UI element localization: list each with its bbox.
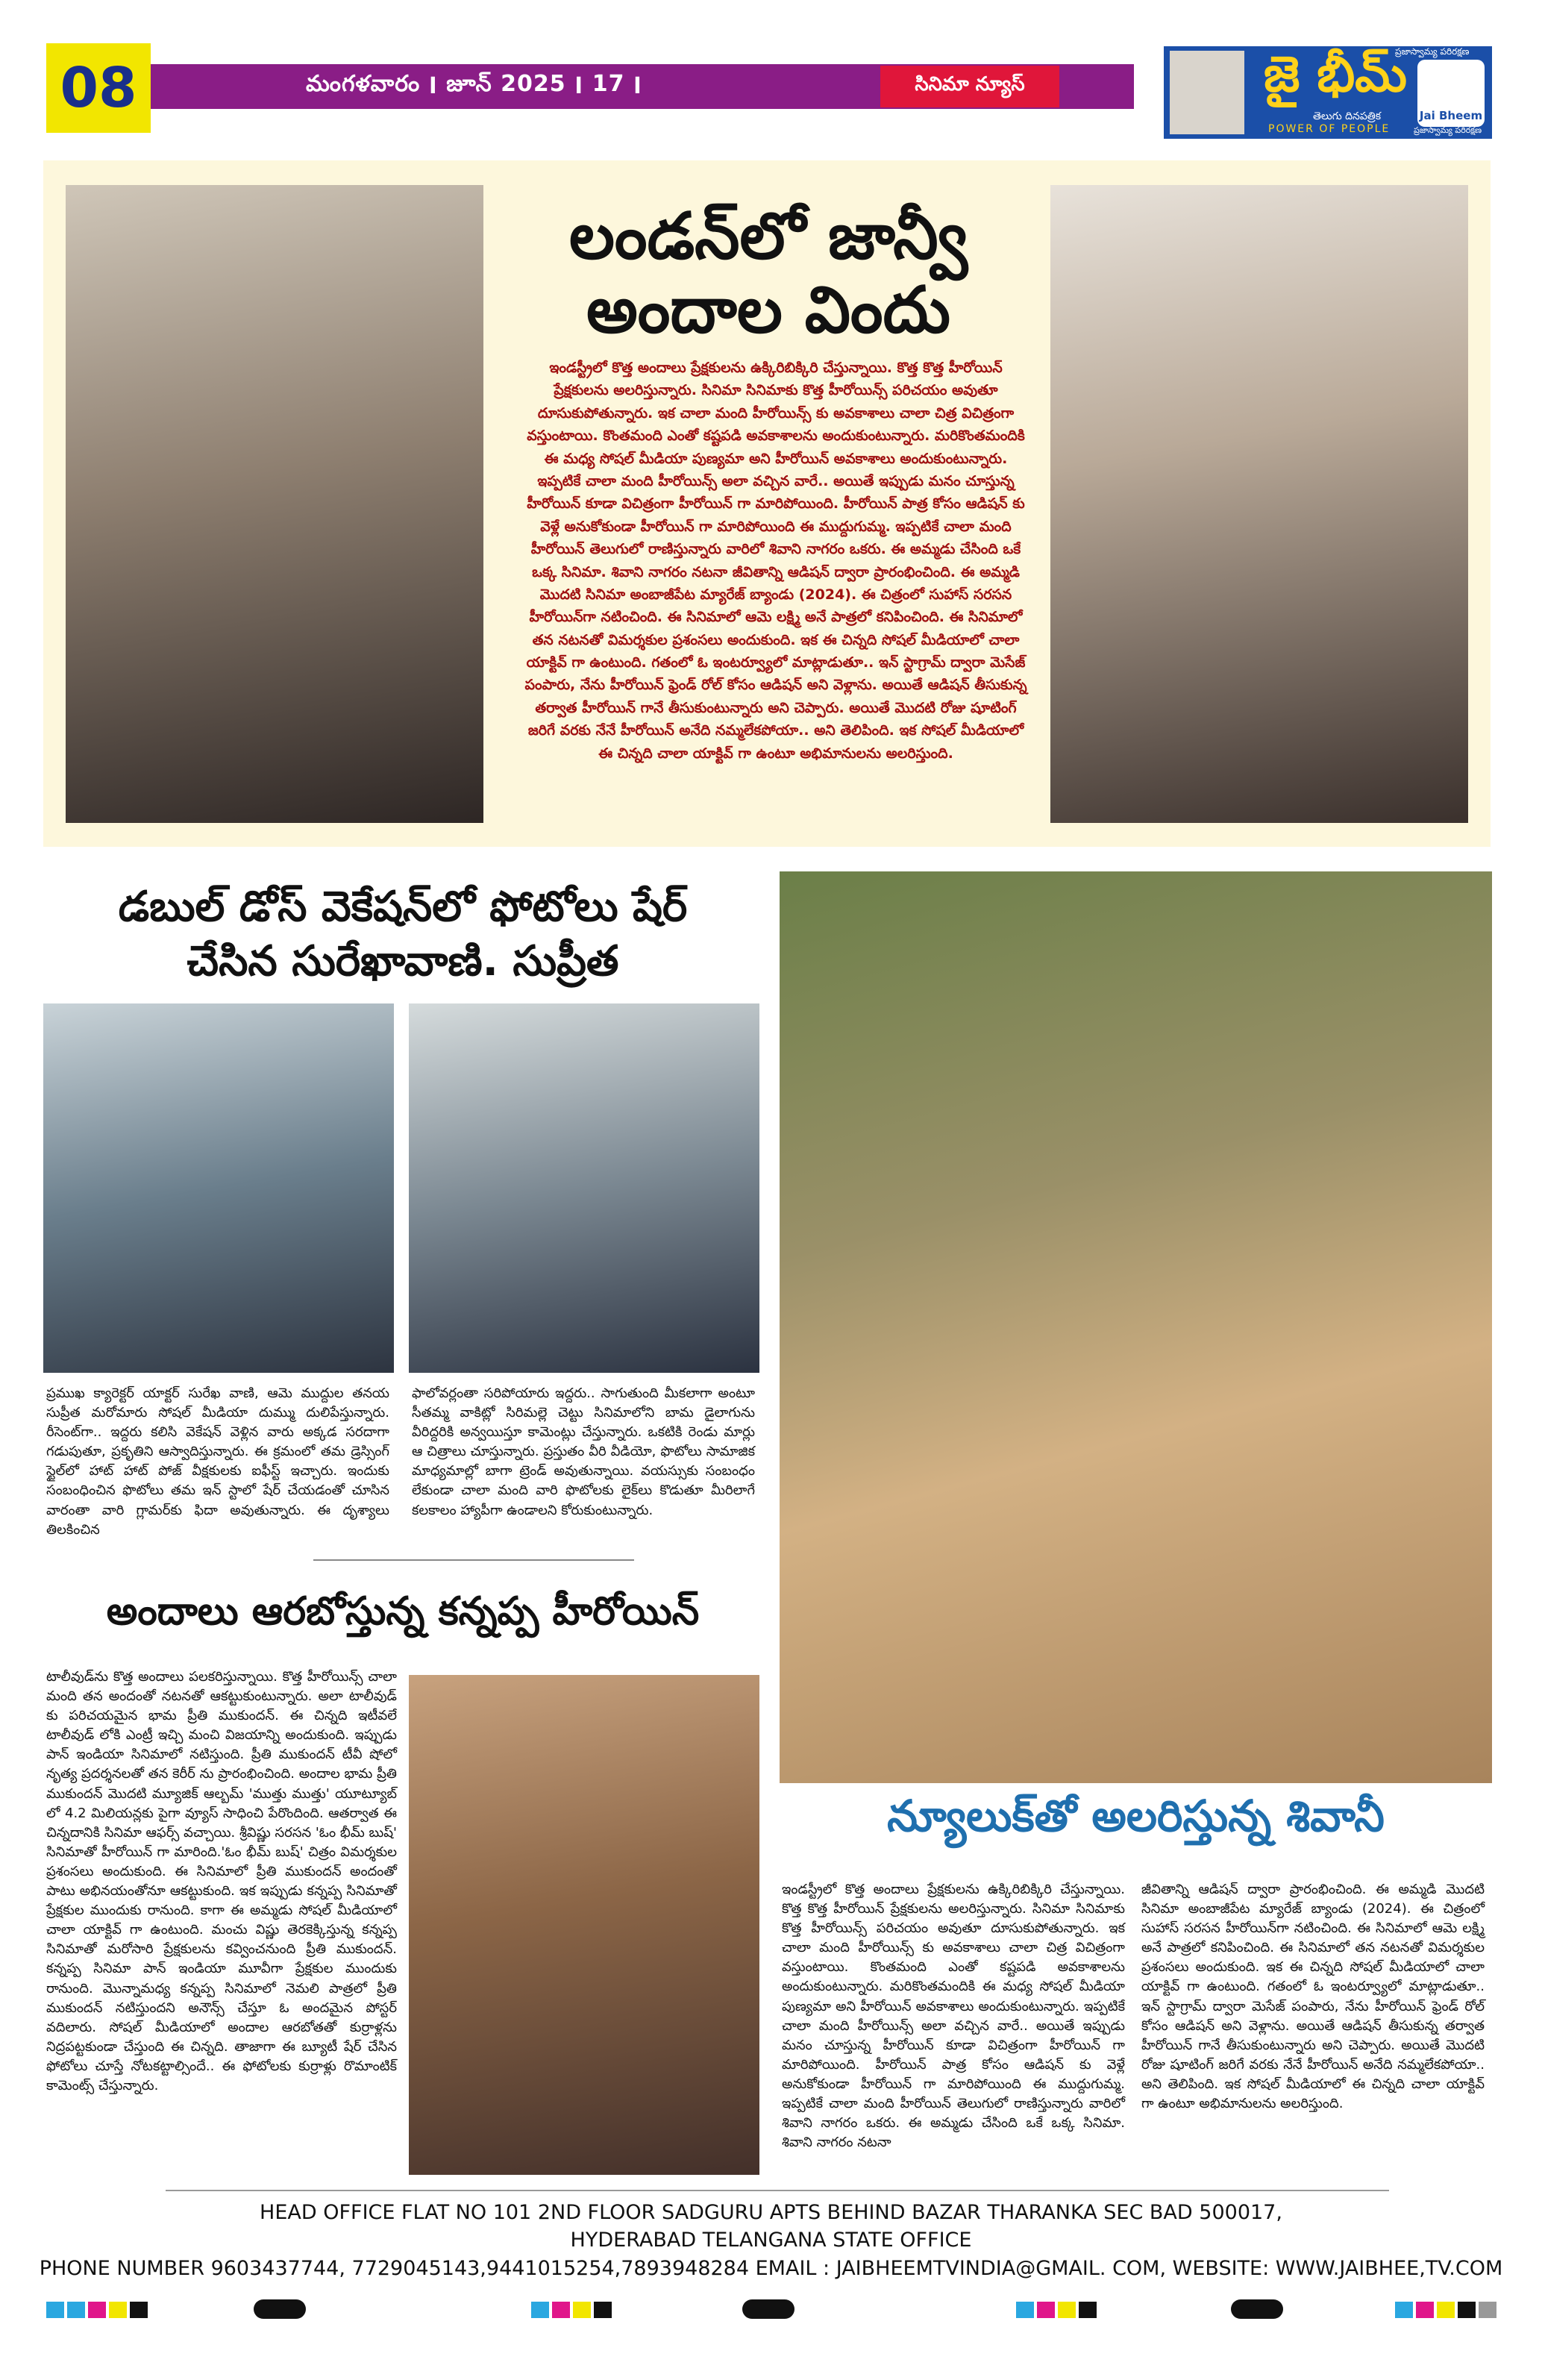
story2-photo-left bbox=[43, 1003, 394, 1373]
story4-column-1: ఇండస్ట్రీలో కొత్త అందాలు ప్రేక్షకులను ఉక్కిరిబిక్కిరి చేస్తున్నాయి. కొత్త కొత్త హీరోయిన్ ప్రేక్షకులను అలరిస్తున్నారు. సినిమా సినిమాకు కొత్త హీరోయిన్స్ పరిచయం అవుతూ దూసుకుపోతున్నారు. ఇక చాలా మంది హీరోయిన్స్ కు అవకాశాలు చాలా చిత్ర విచిత్రంగా వస్తుంటాయి. కొంతమంది ఎంతో కష్టపడి అవకాశాలను అందుకుంటున్నారు. మరికొంతమందికి ఈ మధ్య సోషల్ మీడియా పుణ్యమా అని హీరోయిన్ అవకాశాలు అందుకుంటున్నారు. ఇప్పటికే చాలా మంది హీరోయిన్స్ అలా వచ్చిన వారే.. అయితే ఇప్పుడు మనం చూస్తున్న హీరోయిన్ కూడా విచిత్రంగా హీరోయిన్ గా మారిపోయింది. హీరోయిన్ పాత్ర కోసం ఆడిషన్ కు వెళ్లే అనుకోకుండా హీరోయిన్ గా మారిపోయింది ఈ ముద్దుగుమ్మ. ఇప్పటికే చాలా మంది హీరోయిన్ తెలుగులో రాణిస్తున్నారు వారిలో శివాని నాగరం ఒకరు. ఈ అమ్మడు చేసింది ఒకే ఒక్క సినిమా. శివాని నాగరం నటనా bbox=[782, 1882, 1125, 2151]
divider bbox=[313, 1559, 634, 1561]
masthead-top-text: ప్రజాస్వామ్య పరిరక్షణ bbox=[1395, 46, 1470, 57]
color-mark bbox=[1416, 2302, 1434, 2318]
story1-headline-line1: లండన్‌లో జాన్వీ bbox=[568, 199, 968, 274]
story4-photo bbox=[780, 871, 1492, 1783]
color-mark bbox=[1037, 2302, 1055, 2318]
story2-headline-line2: చేసిన సురేఖావాణి. సుప్రీత bbox=[187, 936, 619, 986]
color-mark bbox=[1079, 2302, 1097, 2318]
story2-photo-right bbox=[409, 1003, 759, 1373]
color-mark bbox=[552, 2302, 570, 2318]
footer-contact: PHONE NUMBER 9603437744, 7729045143,9441015254,7893948284 EMAIL : JAIBHEEMTVINDIA@GMAIL. COM, WEBSITE: WWW.JAIBHEE,TV.COM bbox=[39, 2257, 1503, 2280]
story1-body: ఇండస్ట్రీలో కొత్త అందాలు ప్రేక్షకులను ఉక్కిరిబిక్కిరి చేస్తున్నాయి. కొత్త కొత్త హీరోయిన్ ప్రేక్షకులను అలరిస్తున్నారు. సినిమా సినిమాకు కొత్త హీరోయిన్స్ పరిచయం అవుతూ దూసుకుపోతున్నారు. ఇక చాలా మంది హీరోయిన్స్ కు అవకాశాలు చాలా చిత్ర విచిత్రంగా వస్తుంటాయి. కొంతమంది ఎంతో కష్టపడి అవకాశాలను అందుకుంటున్నారు. మరికొంతమందికి ఈ మధ్య సోషల్ మీడియా పుణ్యమా అని హీరోయిన్ అవకాశాలు అందుకుంటున్నారు. ఇప్పటికే చాలా మంది హీరోయిన్స్ అలా వచ్చిన వారే.. అయితే ఇప్పుడు మనం చూస్తున్న హీరోయిన్ కూడా విచిత్రంగా హీరోయిన్ గా మారిపోయింది. హీరోయిన్ పాత్ర కోసం ఆడిషన్ కు వెళ్లే అనుకోకుండా హీరోయిన్ గా మారిపోయింది ఈ ముద్దుగుమ్మ. ఇప్పటికే చాలా మంది హీరోయిన్ తెలుగులో రాణిస్తున్నారు వారిలో శివాని నాగరం ఒకరు. ఈ అమ్మడు చేసింది ఒకే ఒక్క సినిమా. శివాని నాగరం నటనా జీవితాన్ని ఆడిషన్ ద్వారా ప్రారంభించింది. ఈ అమ్మడి మొదటి సినిమా అంబాజీపేట మ్యారేజ్ బ్యాండు (2024). ఈ చిత్రంలో సుహాస్ సరసన హీరోయిన్‌గా నటించింది. ఈ సినిమాలో ఆమె లక్ష్మి అనే పాత్రలో కనిపించింది. ఈ సినిమాలో తన నటనతో విమర్శకుల ప్రశంసలు అందుకుంది. ఇక ఈ చిన్నది సోషల్ మీడియాలో చాలా యాక్టివ్ గా ఉంటుంది. గతంలో ఓ ఇంటర్వ్యూలో మాట్లాడుతూ.. ఇన్ స్టాగ్రామ్ ద్వారా మెసేజ్ పంపారు, నేను హీరోయిన్ ఫ్రెండ్ రోల్ కోసం ఆడిషన్ అని వెళ్లాను. అయితే ఆడిషన్ తీసుకున్న తర్వాత హీరోయిన్ గానే తీసుకుంటున్నారు అని చెప్పారు. అయితే మొదటి రోజు షూటింగ్ జరిగే వరకు నేనే హీరోయిన్ అనేది నమ్మలేకపోయా.. అని తెలిపింది. ఇక సోషల్ మీడియాలో ఈ చిన్నది చాలా యాక్టివ్ గా ఉంటూ అభిమానులను అలరిస్తుంది. bbox=[524, 360, 1027, 762]
issue-date: మంగళవారం ׀ జూన్ ׀ 17 ׀ 2025 bbox=[306, 71, 643, 97]
story1-photo-right bbox=[1050, 185, 1468, 823]
footer-state-office: HYDERABAD TELANGANA STATE OFFICE bbox=[570, 2229, 972, 2252]
masthead-logo: Jai Bheem bbox=[1417, 60, 1485, 127]
story2-column-1: ప్రముఖ క్యారెక్టర్ యాక్టర్ సురేఖ వాణి, ఆమె ముద్దుల తనయ సుప్రీత మరోమారు సోషల్ మీడియా దుమ్ము దులిపేస్తున్నారు. రీసెంట్‌గా.. ఇద్దరు కలిసి వెకేషన్ వెళ్లిన వారు అక్కడ సరదాగా గడుపుతూ, ప్రకృతిని ఆస్వాదిస్తున్నారు. ఈ క్రమంలో తమ డ్రెస్సింగ్ స్టైల్‌లో హాట్ హాట్ పోజ్ వీక్షకులకు ఐఫీస్ట్ ఇచ్చారు. ఇందుకు సంబంధించిన ఫొటోలు తమ ఇన్ స్టాలో షేర్ చేయడంతో చూసిన వారంతా వారి గ్లామర్‌కు ఫిదా అవుతున్నారు. ఈ దృశ్యాలు తిలకించిన bbox=[46, 1385, 389, 1538]
section-tag: సినిమా న్యూస్ bbox=[880, 66, 1059, 107]
masthead-title: జై భీమ్ bbox=[1264, 45, 1407, 103]
color-mark bbox=[88, 2302, 106, 2318]
story2-headline-line1: డబుల్ డోస్ వెకేషన్‌లో ఫోటోలు షేర్ bbox=[118, 883, 688, 931]
story4-column-2: జీవితాన్ని ఆడిషన్ ద్వారా ప్రారంభించింది. ఈ అమ్మడి మొదటి సినిమా అంబాజీపేట మ్యారేజ్ బ్యాండు (2024). ఈ చిత్రంలో సుహాస్ సరసన హీరోయిన్‌గా నటించింది. ఈ సినిమాలో ఆమె లక్ష్మి అనే పాత్రలో కనిపించింది. ఈ సినిమాలో తన నటనతో విమర్శకుల ప్రశంసలు అందుకుంది. ఇక ఈ చిన్నది సోషల్ మీడియాలో చాలా యాక్టివ్ గా ఉంటుంది. గతంలో ఓ ఇంటర్వ్యూలో మాట్లాడుతూ.. ఇన్ స్టాగ్రామ్ ద్వారా మెసేజ్ పంపారు, నేను హీరోయిన్ ఫ్రెండ్ రోల్ కోసం ఆడిషన్ అని వెళ్లాను. అయితే ఆడిషన్ తీసుకున్న తర్వాత హీరోయిన్ గానే తీసుకుంటున్నారు అని చెప్పారు. అయితే మొదటి రోజు షూటింగ్ జరిగే వరకు నేనే హీరోయిన్ అనేది నమ్మలేకపోయా.. అని తెలిపింది. ఇక సోషల్ మీడియాలో ఈ చిన్నది చాలా యాక్టివ్ గా ఉంటూ అభిమానులను అలరిస్తుంది. bbox=[1141, 1882, 1485, 2112]
story1-headline bbox=[492, 200, 1044, 348]
masthead-subtitle: తెలుగు దినపత్రిక bbox=[1313, 110, 1382, 122]
story1-headline-line2: అందాల విందు bbox=[586, 272, 950, 348]
color-mark bbox=[46, 2302, 64, 2318]
color-mark bbox=[1479, 2302, 1496, 2318]
color-mark bbox=[1437, 2302, 1455, 2318]
color-mark bbox=[573, 2302, 591, 2318]
registration-mark bbox=[742, 2299, 794, 2319]
footer-divider bbox=[166, 2190, 1389, 2191]
page-number: 08 bbox=[46, 43, 151, 133]
color-mark bbox=[1458, 2302, 1476, 2318]
story2-headline bbox=[45, 880, 761, 989]
story3-body: టాలీవుడ్‌ను కొత్త అందాలు పలకరిస్తున్నాయి. కొత్త హీరోయిన్స్ చాలా మంది తన అందంతో నటనతో ఆకట్టుకుంటున్నారు. అలా టాలీవుడ్ కు పరిచయమైన భామ ప్రీతి ముకుందన్. ఈ చిన్నది ఇటీవలే టాలీవుడ్ లోకి ఎంట్రీ ఇచ్చి మంచి విజయాన్ని అందుకుంది. ఇప్పుడు పాన్ ఇండియా సినిమాలో నటిస్తుంది. ప్రీతి ముకుందన్ టీవీ షోలో నృత్య ప్రదర్శనలతో తన కెరీర్ ను ప్రారంభించింది. అందాల భామ ప్రీతి ముకుందన్ మొదటి మ్యూజిక్ ఆల్బమ్ 'ముత్తు ముత్తు' యూట్యూబ్ లో 4.2 మిలియన్లకు పైగా వ్యూస్ సాధించి పేరొందింది. ఆతర్వాత ఈ చిన్నదానికి సినిమా ఆఫర్స్ వచ్చాయి. శ్రీవిష్ణు సరసన 'ఓం భీమ్ బుష్' సినిమాతో హీరోయిన్ గా మారింది.'ఓం భీమ్ బుష్' చిత్రం విమర్శకుల ప్రశంసలు అందుకుంది. ఈ సినిమాలో ప్రీతి ముకుందన్ అందంతో పాటు అభినయంతోనూ ఆకట్టుకుంది. ఇక ఇప్పుడు కన్నప్ప సినిమాతో ప్రేక్షకుల ముందుకు రానుంది. కాగా ఈ అమ్మడు సోషల్ మీడియాలో చాలా యాక్టివ్ గా ఉంటుంది. మంచు విష్ణు తెరకెక్కిస్తున్న కన్నప్ప సినిమాతో మరోసారి ప్రేక్షకులను కవ్వించనుంది ప్రీతి ముకుందన్. కన్నప్ప సినిమా పాన్ ఇండియా మూవీగా ప్రేక్షకుల ముందుకు రానుంది. మొన్నామధ్య కన్నప్ప సినిమాలో నెమలి పాత్రలో ప్రీతి ముకుందన్ నటిస్తుందని అనౌన్స్ చేస్తూ ఓ అందమైన పోస్టర్ వదిలారు. సోషల్ మీడియాలో అందాల ఆరబోతతో కుర్రాళ్లను నిద్రపట్టకుండా చేస్తుంది ఈ చిన్నది. తాజాగా ఈ బ్యూటీ షేర్ చేసిన ఫోటోలు చూస్తే నోటకట్టాల్సిందే.. ఈ ఫోటోలకు కుర్రాళ్లు రొమాంటిక్ కామెంట్స్ చేస్తున్నారు. bbox=[46, 1669, 397, 2094]
color-mark bbox=[594, 2302, 612, 2318]
masthead-logo-subtitle: ప్రజాస్వామ్య పరిరక్షణ bbox=[1414, 125, 1482, 135]
color-mark bbox=[1016, 2302, 1034, 2318]
registration-mark bbox=[1231, 2299, 1283, 2319]
story3-headline: అందాలు ఆరబోస్తున్న కన్నప్ప హీరోయిన్ bbox=[106, 1589, 700, 1634]
color-mark bbox=[67, 2302, 85, 2318]
story2-column-2: ఫాలోవర్లంతా సరిపోయారు ఇద్దరు.. సాగుతుంది మీకలాగా అంటూ సీతమ్మ వాకిట్లో సిరిమల్లె చెట్టు సినిమాలోని బామ డైలాగును వీరిద్దరికి అన్వయిస్తూ కామెంట్లు చేస్తున్నారు. ఒకటికి రెండు మార్లు ఆ చిత్రాలు చూస్తున్నారు. ప్రస్తుతం వీరి వీడియో, ఫొటోలు సామాజిక మాధ్యమాల్లో బాగా ట్రెండ్ అవుతున్నాయి. వయస్సుకు సంబంధం లేకుండా చాలా మంది వారి ఫొటోలకు లైక్‌లు కొడుతూ మీరిలాగే కలకాలం హ్యాపీగా ఉండాలని కోరుకుంటున్నారు. bbox=[412, 1385, 755, 1518]
registration-mark bbox=[254, 2299, 306, 2319]
masthead-slogan: POWER OF PEOPLE bbox=[1268, 123, 1391, 135]
story1-photo-left bbox=[66, 185, 483, 823]
color-mark bbox=[109, 2302, 127, 2318]
story3-photo bbox=[409, 1675, 759, 2175]
masthead-portrait bbox=[1170, 51, 1244, 134]
color-mark bbox=[130, 2302, 148, 2318]
story4-headline: న్యూలుక్‌తో అలరిస్తున్న శివానీ bbox=[887, 1791, 1385, 1841]
color-mark bbox=[1395, 2302, 1413, 2318]
footer-address: HEAD OFFICE FLAT NO 101 2ND FLOOR SADGURU APTS BEHIND BAZAR THARANKA SEC BAD 500017, bbox=[260, 2201, 1282, 2224]
color-mark bbox=[1058, 2302, 1076, 2318]
color-mark bbox=[531, 2302, 549, 2318]
